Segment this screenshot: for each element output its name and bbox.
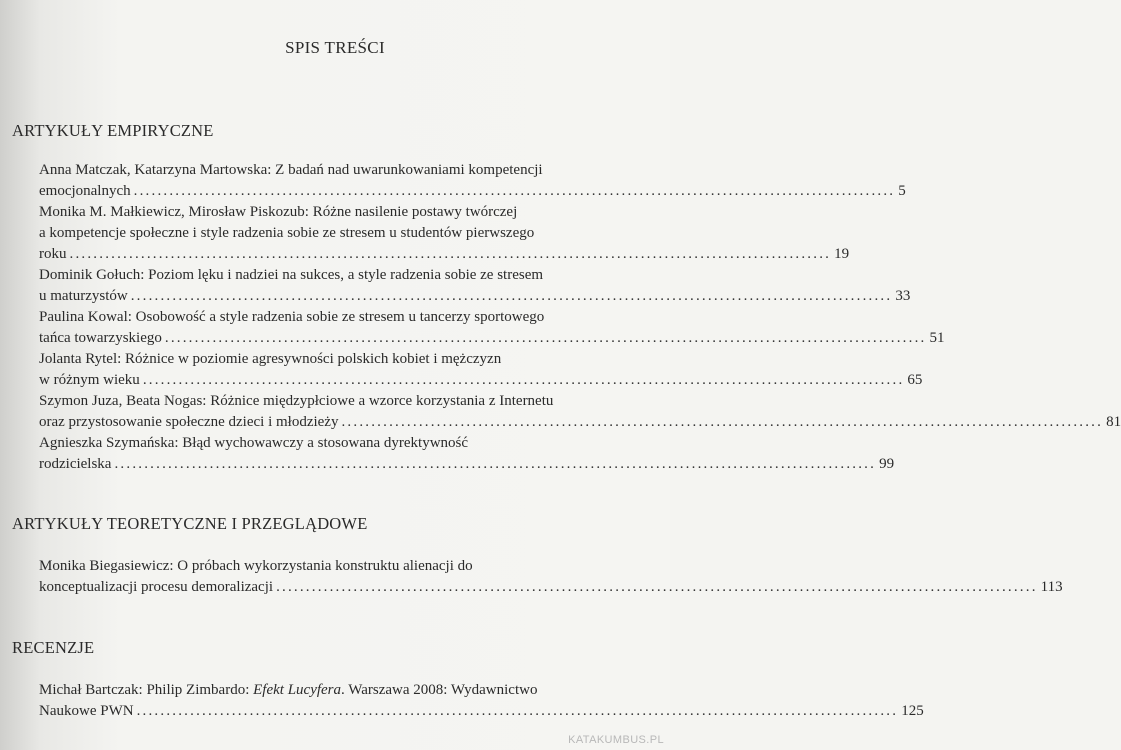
entry-line — [39, 680, 625, 701]
section-heading-theoretical: ARTYKUŁY TEORETYCZNE I PRZEGLĄDOWE — [12, 514, 368, 533]
entry-line: konceptualizacji procesu demoralizacji — [39, 579, 274, 595]
entry-line: Agnieszka Szymańska: Błąd wychowawczy a stosowana dyrektywność — [39, 435, 469, 451]
entry-line: Naukowe PWN — [39, 703, 134, 719]
page-number: 81 — [1106, 414, 1121, 430]
toc-entry — [39, 307, 945, 349]
page-number: 125 — [901, 703, 924, 719]
entry-line: emocjonalnych — [39, 183, 131, 199]
page-number: 5 — [898, 183, 906, 199]
entry-line: rodzicielska — [39, 456, 112, 472]
entry-line: Monika M. Małkiewicz, Mirosław Piskozub: Różne nasilenie postawy twórczej — [39, 204, 518, 220]
section-entries-reviews — [39, 680, 924, 722]
entry-line: oraz przystosowanie społeczne dzieci i młodzieży — [39, 414, 339, 430]
section-entries-theoretical — [39, 556, 1063, 598]
leader-dots: ................................................................................................................................ — [142, 372, 905, 388]
page-title: SPIS TREŚCI — [285, 38, 385, 57]
toc-entry — [39, 265, 911, 307]
entry-line: Jolanta Rytel: Różnice w poziomie agresywności polskich kobiet i mężczyzn — [39, 351, 502, 367]
section-heading-reviews: RECENZJE — [12, 638, 95, 657]
entry-line: Szymon Juza, Beata Nogas: Różnice międzypłciowe a wzorce korzystania z Internetu — [39, 393, 554, 409]
book-title: Efekt Lucyfera — [253, 682, 342, 698]
entry-line: u maturzystów — [39, 288, 128, 304]
toc-entry — [39, 391, 1121, 433]
entry-line: Anna Matczak, Katarzyna Martowska: Z badań nad uwarunkowaniami kompetencji — [39, 162, 543, 178]
page-number: 113 — [1040, 579, 1063, 595]
page-number: 99 — [879, 456, 895, 472]
toc-entry — [39, 433, 895, 475]
leader-dots: ................................................................................................................................ — [276, 579, 1038, 595]
entry-line: tańca towarzyskiego — [39, 330, 162, 346]
leader-dots: ................................................................................................................................ — [164, 330, 927, 346]
entry-line: Paulina Kowal: Osobowość a style radzenia sobie ze stresem u tancerzy sportowego — [39, 309, 545, 325]
entry-text: . Warszawa 2008: Wydawnictwo — [341, 682, 538, 698]
entry-text: Michał Bartczak: Philip Zimbardo: — [39, 682, 254, 698]
section-heading-empirical: ARTYKUŁY EMPIRYCZNE — [12, 121, 214, 140]
entry-line: w różnym wieku — [39, 372, 140, 388]
page-number: 51 — [929, 330, 945, 346]
entry-line: Monika Biegasiewicz: O próbach wykorzystania konstruktu alienacji do — [39, 558, 473, 574]
toc-entry — [39, 349, 923, 391]
leader-dots: ................................................................................................................................ — [341, 414, 1104, 430]
entry-line: Dominik Gołuch: Poziom lęku i nadziei na sukces, a style radzenia sobie ze stresem — [39, 267, 544, 283]
section-entries-empirical — [39, 160, 1121, 475]
page-number: 33 — [895, 288, 911, 304]
page-number: 65 — [907, 372, 923, 388]
leader-dots: ................................................................................................................................ — [136, 703, 899, 719]
toc-entry — [39, 556, 1063, 598]
toc-entry — [39, 680, 924, 722]
toc-entry — [39, 202, 850, 265]
leader-dots: ................................................................................................................................ — [69, 246, 832, 262]
leader-dots: ................................................................................................................................ — [133, 183, 896, 199]
toc-entry — [39, 160, 906, 202]
page-number: 19 — [834, 246, 850, 262]
leader-dots: ................................................................................................................................ — [114, 456, 877, 472]
entry-line: roku — [39, 246, 67, 262]
watermark: KATAKUMBUS.PL — [568, 734, 664, 746]
entry-line: a kompetencje społeczne i style radzenia sobie ze stresem u studentów pierwszego — [39, 225, 535, 241]
leader-dots: ................................................................................................................................ — [130, 288, 893, 304]
